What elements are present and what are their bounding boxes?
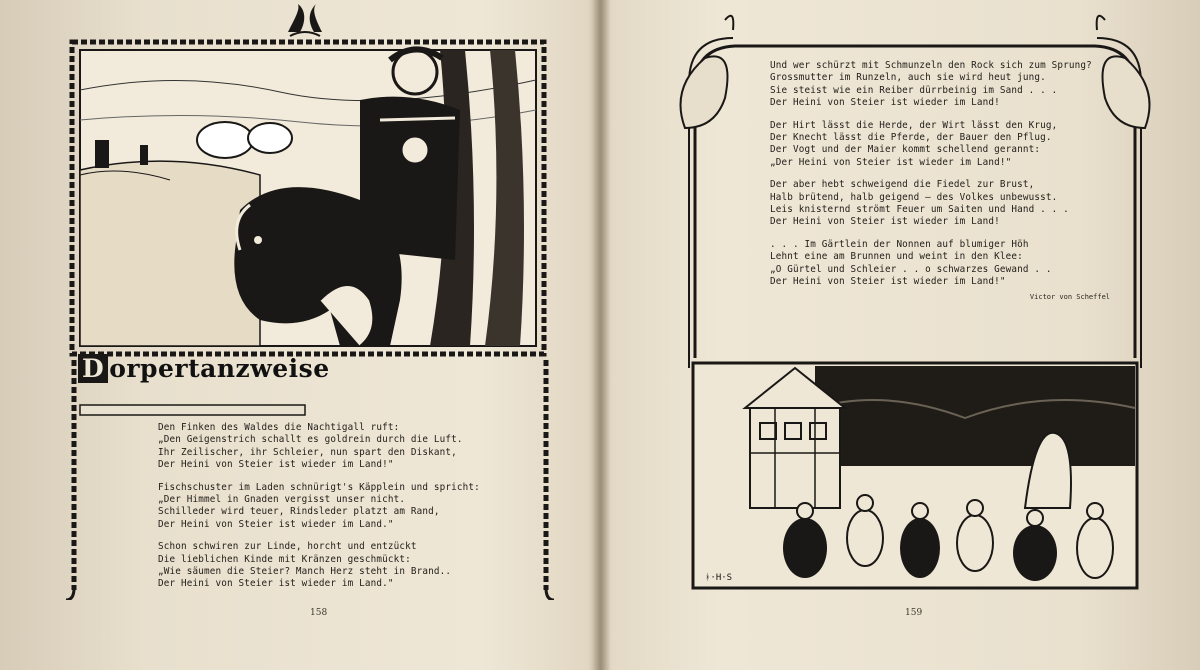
verse-line: Die lieblichen Kinde mit Kränzen geschmückt: — [158, 553, 411, 565]
stanza — [770, 179, 1110, 229]
verse-line: Der Heini von Steier ist wieder im Land." — [158, 518, 394, 530]
verse-line: Lehnt eine am Brunnen und weint in den Klee: — [770, 251, 1023, 263]
verse-line: „Der Himmel in Gnaden vergisst unser nicht. — [158, 494, 406, 506]
title-initial: D — [78, 354, 108, 383]
stanza — [770, 60, 1110, 110]
verse-line: Der Heini von Steier ist wieder im Land!" — [158, 459, 394, 471]
verse-line: Den Finken des Waldes die Nachtigall ruft: — [158, 422, 400, 433]
poem-title — [78, 354, 330, 383]
verse-line: Der Vogt und der Maier kommt schellend gerannt: — [770, 144, 1041, 156]
verse-line: Sie steist wie ein Reiber dürrbeinig im Sand . . . — [770, 84, 1058, 96]
verse-line: Der aber hebt schweigend die Fiedel zur Brust, — [770, 179, 1035, 191]
stanza — [158, 482, 478, 532]
verse-line: . . . Im Gärtlein der Nonnen auf blumiger Höh — [770, 238, 1029, 250]
left-poem-text — [158, 422, 478, 601]
verse-line: Der Heini von Steier ist wieder im Land! — [770, 216, 1000, 228]
stanza — [158, 541, 478, 591]
birds-ornament — [288, 4, 322, 36]
stanza — [158, 422, 478, 472]
stanza — [770, 239, 1110, 301]
village-dance-illustration — [693, 363, 1137, 588]
verse-line: Der Heini von Steier ist wieder im Land! — [770, 97, 1000, 109]
verse-line: „Wie säumen die Steier? Manch Herz steht in Brand.. — [158, 566, 452, 578]
verse-line: „Den Geigenstrich schallt es goldrein durch die Luft. — [158, 434, 463, 446]
illustrator-monogram: ᚼ·H·S — [705, 573, 733, 583]
verse-line: Der Heini von Steier ist wieder im Land!" — [770, 276, 1006, 288]
verse-line: Der Heini von Steier ist wieder im Land." — [158, 578, 394, 590]
verse-line: Der Hirt lässt die Herde, der Wirt lässt den Krug, — [770, 119, 1058, 131]
verse-line: „O Gürtel und Schleier . . o schwarzes Gewand . . — [770, 263, 1052, 275]
verse-line: Fischschuster im Laden schnürigt's Käpplein und spricht: — [158, 481, 480, 493]
stanza — [770, 120, 1110, 170]
verse-line: Schon schwiren zur Linde, horcht und entzückt — [158, 541, 417, 553]
verse-line: Halb brütend, halb geigend — des Volkes unbewusst. — [770, 191, 1058, 203]
right-poem-text — [770, 60, 1110, 311]
verse-line: Und wer schürzt mit Schmunzeln den Rock sich zum Sprung? — [770, 60, 1092, 71]
verse-line: Der Knecht lässt die Pferde, der Bauer den Pflug. — [770, 132, 1052, 144]
verse-line: Schilleder wird teuer, Rindsleder platzt am Rand, — [158, 506, 440, 518]
title-rest: orpertanzweise — [109, 354, 330, 383]
author-signature: Victor von Scheffel — [1029, 292, 1110, 301]
page-number-left: 158 — [310, 608, 328, 618]
verse-line: Grossmutter im Runzeln, auch sie wird heut jung. — [770, 72, 1046, 84]
verse-line: Leis knisternd strömt Feuer um Saiten und Hand . . . — [770, 204, 1069, 216]
page-number-right: 159 — [905, 608, 923, 618]
verse-line: Ihr Zeilischer, ihr Schleier, nun spart den Diskant, — [158, 446, 457, 458]
verse-line: „Der Heini von Steier ist wieder im Land!" — [770, 156, 1012, 168]
